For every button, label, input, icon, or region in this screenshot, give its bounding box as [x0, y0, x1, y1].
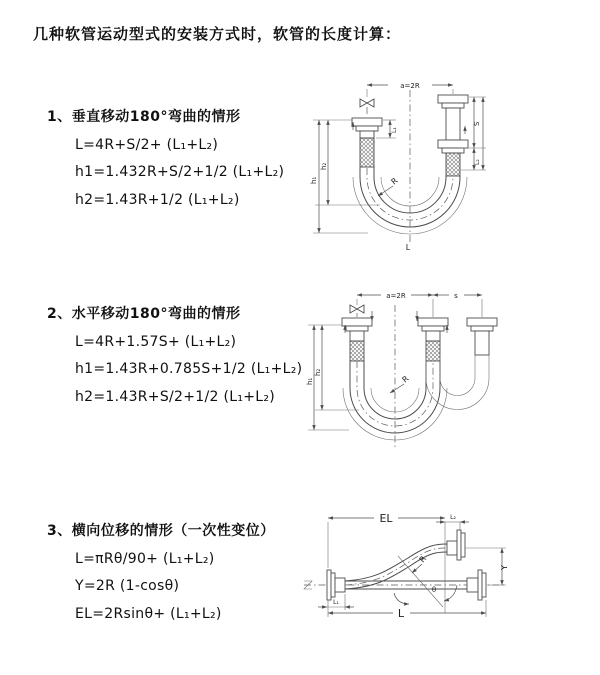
dim-label: L₂ [474, 159, 481, 165]
right-fitting [438, 95, 468, 176]
left-fitting [327, 570, 345, 600]
dim-label: L₁ [391, 127, 398, 133]
left-fitting [352, 118, 382, 167]
dim-label: L₁ [333, 599, 339, 606]
middle-fitting [418, 318, 448, 361]
dim-label-l: L [405, 243, 411, 252]
right-fitting-ghost [467, 318, 497, 355]
section-heading: 2、水平移动180°弯曲的情形 [47, 306, 241, 322]
diagram-horizontal-180-bend [303, 281, 503, 466]
hose-s-curve [345, 544, 447, 589]
dim-label: h₁ [310, 176, 318, 184]
section-horizontal-bend [47, 303, 317, 406]
section-heading: 3、横向位移的情形（一次性变位） [47, 523, 275, 539]
dim-h1 [306, 325, 314, 430]
dim-label: s [454, 292, 458, 300]
formula-line: L=4R+1.57S+ (L₁+L₂) [75, 333, 237, 350]
formula-line: h1=1.432R+S/2+1/2 (L₁+L₂) [75, 164, 285, 180]
dim-label: R [417, 554, 429, 565]
left-fitting [342, 318, 372, 361]
formula-line: L=πRθ/90+ (L₁+L₂) [75, 550, 215, 567]
hose-u-bend-ghost [426, 355, 489, 410]
dim-h1 [310, 120, 319, 233]
valve-icon [360, 99, 374, 117]
dim-s [433, 292, 482, 300]
braided-hose-section [426, 341, 440, 361]
formula-line: h2=1.43R+S/2+1/2 (L₁+L₂) [75, 388, 276, 405]
right-fitting [467, 570, 486, 600]
dim-l1 [318, 594, 354, 610]
valve-icon [350, 305, 364, 317]
dim-label: a=2R [386, 292, 406, 300]
dim-a-2r [357, 292, 433, 300]
formula-line: EL=2Rsinθ+ (L₁+L₂) [75, 605, 222, 622]
formula-line: L=4R+S/2+ (L₁+L₂) [75, 136, 219, 153]
dim-label: R [389, 176, 400, 187]
dim-label: h₁ [306, 377, 314, 385]
displaced-fitting [447, 530, 465, 560]
dim-el [328, 512, 445, 613]
dim-label: S [473, 121, 481, 126]
dim-h2 [320, 120, 328, 205]
dim-label: a=2R [400, 82, 420, 90]
braided-hose-section [360, 138, 374, 167]
formula-line: h1=1.43R+0.785S+1/2 (L₁+L₂) [75, 361, 303, 377]
dim-label: θ [431, 586, 437, 594]
dim-s [473, 97, 481, 148]
dim-label: R [400, 374, 411, 385]
dim-l2 [474, 148, 481, 170]
braided-hose-section [446, 153, 460, 176]
page-title: 几种软管运动型式的安装方式时，软管的长度计算： [33, 25, 402, 43]
dim-r [390, 374, 411, 393]
diagram-vertical-180-bend [300, 64, 500, 264]
formula-line: Y=2R (1-cosθ) [75, 578, 180, 594]
dim-label: L [397, 607, 405, 620]
dim-label: h₂ [320, 162, 328, 170]
section-lateral-displacement [47, 520, 317, 623]
dim-h2 [314, 325, 322, 410]
dim-label: L₂ [450, 514, 456, 521]
dim-l [328, 600, 486, 620]
hose-u-bend [343, 361, 447, 440]
dim-label: Y [500, 565, 509, 570]
section-heading: 1、垂直移动180°弯曲的情形 [47, 109, 241, 125]
dim-l2 [436, 514, 469, 530]
dim-label: EL [379, 512, 393, 525]
section-vertical-bend [47, 106, 317, 209]
formula-line: h2=1.43R+1/2 (L₁+L₂) [75, 191, 240, 208]
braided-hose-section [350, 341, 364, 361]
angle-theta [394, 585, 457, 604]
diagram-lateral-displacement [298, 486, 513, 626]
dim-label: h₂ [314, 368, 322, 376]
